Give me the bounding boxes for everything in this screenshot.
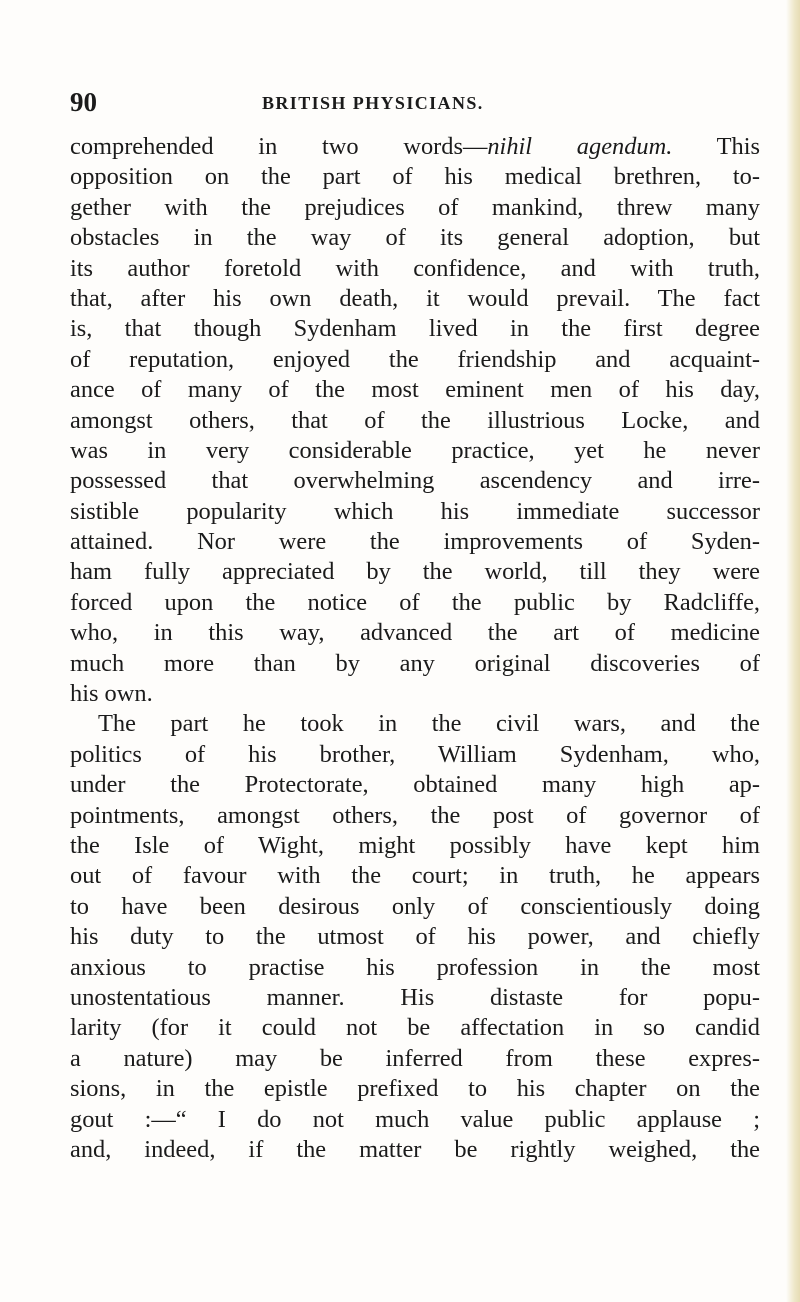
text-line: much more than by any original discoveries of [70,649,760,677]
text-line: was in very considerable practice, yet he never [70,436,760,464]
text-line: that, after his own death, it would prevail. The fact [70,284,760,312]
text-line: unostentatious manner. His distaste for popu- [70,983,760,1011]
italic-phrase: nihil agendum. [487,133,673,160]
text-line: sions, in the epistle prefixed to his chapter on the [70,1075,760,1103]
text-line: opposition on the part of his medical brethren, to- [70,163,760,191]
text-line: forced upon the notice of the public by Radcliffe, [70,588,760,616]
text-line: ance of many of the most eminent men of his day, [70,376,760,404]
text-line: anxious to practise his profession in the most [70,953,760,981]
text-line: comprehended in two words—nihil agendum. This [70,133,760,160]
running-head: BRITISH PHYSICIANS. [262,93,484,113]
text-line: pointments, amongst others, the post of governor of [70,801,760,829]
page-header [70,84,760,124]
text-line: out of favour with the court; in truth, he appears [70,862,760,890]
text-line-paragraph-start: The part he took in the civil wars, and the [98,710,760,738]
text-line: the Isle of Wight, might possibly have kept him [70,831,760,859]
text-line: possessed that overwhelming ascendency and irre- [70,467,760,495]
text-line: under the Protectorate, obtained many high ap- [70,771,760,799]
page-edge-shading [786,0,800,1302]
text-line: gether with the prejudices of mankind, threw many [70,193,760,221]
text-line: politics of his brother, William Sydenham, who, [70,740,760,768]
text-line: is, that though Sydenham lived in the first degree [70,315,760,343]
text-line: who, in this way, advanced the art of medicine [70,619,760,647]
page-number: 90 [70,87,97,117]
text-line: a nature) may be inferred from these expres- [70,1044,760,1072]
text-line: attained. Nor were the improvements of Syden- [70,528,760,556]
text-line: sistible popularity which his immediate successor [70,497,760,525]
text-line: and, indeed, if the matter be rightly weighed, the [70,1135,760,1163]
text-line: amongst others, that of the illustrious Locke, and [70,406,760,434]
text-line: his duty to the utmost of his power, and chiefly [70,923,760,951]
body-text [70,132,760,1165]
text-line-paragraph-end: his own. [70,680,153,708]
text-line: ham fully appreciated by the world, till they were [70,558,760,586]
text-line: its author foretold with confidence, and with truth, [70,254,760,282]
text-line: to have been desirous only of conscientiously doing [70,892,760,920]
text-line: of reputation, enjoyed the friendship and acquaint- [70,345,760,373]
text-line: gout :—“ I do not much value public applause ; [70,1105,760,1133]
text-line: larity (for it could not be affectation in so candid [70,1014,760,1042]
text-line: obstacles in the way of its general adoption, but [70,224,760,252]
